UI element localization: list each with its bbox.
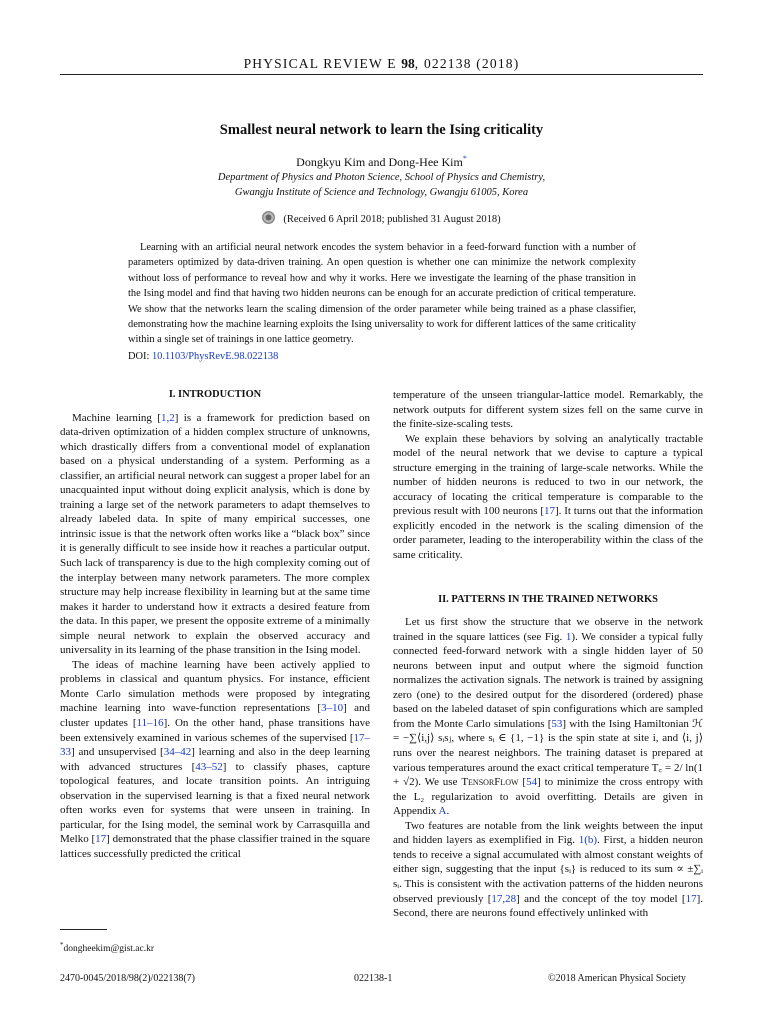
intro-paragraph-2: The ideas of machine learning have been actively applied to problems in classical and quantum physics. For instance, efficient Monte Carlo simulation methods were proposed by integrating machine learning into wave-function representations [3–10] and cluster updates [11–16]. On the other hand, phase transitions have been extensively examined in various schemes of the supervised [17–33] and unsupervised [34–42] learning and also in the deep learning with advanced structures [43–52] to classify phases, capture topological features, and locate transition points. An intriguing observation in the supervised learning is that a fixed neural network often works even for systems that were unseen in training. In particular, for the Ising model, the seminal work by Carrasquilla and Melko [17] demonstrated that the phase classifier trained in the square lattices successfully predicted the critical [60,658,371,860]
citation-link[interactable]: 17,28 [491,892,517,905]
patterns-paragraph-1: Let us first show the structure that we observe in the network trained in the square lattices (see Fig. 1). We consider a typical fully connected feed-forward network with a single hidden layer of 50 neurons between input and output where the sigmoid function normalizes the activation signals. The network is trained by assigning zero (one) to the desired output for the disordered (ordered) phase based on the labeled dataset of spin configurations which are sampled from the Monte Carlo simulations [53] with the Ising Hamiltonian ℋ = −∑⟨i,j⟩ sᵢsⱼ, where sᵢ ∈ {1, −1} is the spin state at site i, and ⟨i, j⟩ runs over the nearest neighbors. The training dataset is prepared at various temperatures around the exact critical temperature T꜀ = 2/ ln(1 + √2). We use TensorFlow [54] to minimize the cross entropy with the L₂ regularization to avoid overfitting. Details are given in Appendix A. [393,616,704,818]
intro-paragraph-2-continued: temperature of the unseen triangular-lattice model. Remarkably, the network outputs for different system sizes fell on the same curve in the finite-size-scaling tests. [393,389,703,431]
authors [60,154,703,170]
citation-link[interactable]: 43–52 [195,760,223,773]
affiliation-line-1: Department of Physics and Photon Science, School of Physics and Chemistry, [217,172,546,183]
footer-copyright: ©2018 American Physical Society [548,973,686,984]
citation-link[interactable]: 17 [95,833,107,846]
appendix-link[interactable]: A [438,805,447,818]
received-text: (Received 6 April 2018; published 31 August 2018) [283,214,501,225]
corresponding-mark[interactable]: * [462,154,467,163]
figure-link[interactable]: 1(b) [578,834,598,847]
footnote [60,941,154,954]
crossmark-icon[interactable] [262,211,275,224]
footnote-rule [60,929,107,930]
doi [128,351,278,362]
citation-link[interactable]: 3–10 [321,702,344,715]
intro-paragraph-3: We explain these behaviors by solving an analytically tractable model of the neural network that we devise to capture a typical structure emerging in the training of large-scale networks. While the number of hidden neurons is reduced to two in our network, the accuracy of locating the critical temperature is comparable to the previous result with 100 neurons [17]. It turns out that the information explicitly encoded in the network is the scaling dimension of the order parameter, leading to the interoperability within the class of the same criticality. [393,432,703,562]
abstract: Learning with an artificial neural network encodes the system behavior in a feed-forward function with a number of parameters optimized by data-driven training. An open question is whether one can minimize the network complexity without loss of performance to reveal how and why it works. Here we investigate the learning of the phase transition in the Ising model and find that having two hidden neurons can be enough for an accurate prediction of critical temperature. We show that the networks learn the scaling dimension of the order parameter while being trained as a phase classifier, demonstrating how the machine learning exploits the Ising universality to work for different lattices of the same criticality within a single set of trainings in one lattice geometry. [128,242,636,346]
citation-link[interactable]: 17 [685,892,697,905]
citation-link[interactable]: 11–16 [136,717,164,730]
left-column [60,388,370,862]
footer-page-number: 022138-1 [354,973,393,984]
citation-link[interactable]: 17–33 [60,731,370,759]
tensorflow-name: TensorFlow [461,776,519,789]
figure-link[interactable]: 1 [565,630,572,643]
corresponding-email[interactable]: dongheekim@gist.ac.kr [63,944,155,955]
footer-issn: 2470-0045/2018/98(2)/022138(7) [60,973,195,984]
journal-volume: 98 [401,56,415,71]
paper-title: Smallest neural network to learn the Ising criticality [219,122,544,138]
citation-link[interactable]: 53 [551,717,563,730]
article-number: , 022138 (2018) [414,56,520,71]
header-rule [60,74,703,75]
author-names: Dongkyu Kim and Dong-Hee Kim [296,155,463,169]
doi-label: DOI: [128,351,150,362]
received-dates [60,211,703,225]
section-heading-patterns: II. PATTERNS IN THE TRAINED NETWORKS [438,593,658,605]
journal-header [60,56,703,72]
citation-link[interactable]: 34–42 [163,746,192,759]
right-column [393,388,703,921]
footnote-mark: * [60,941,64,949]
patterns-paragraph-2: Two features are notable from the link weights between the input and hidden layers as exemplified in Fig. 1(b). First, a hidden neuron tends to receive a signal accumulated with almost constant weights of either sign, suggesting that the input {sᵢ} is reduced to its sum ∝ ±∑ᵢ sᵢ. This is consistent with the activation patterns of the hidden neurons observed previously [17,28] and the concept of the toy model [17]. Second, there are neurons found effectively unlinked with [393,819,703,920]
citation-link[interactable]: 54 [526,776,538,789]
journal-name: PHYSICAL REVIEW E [243,56,397,71]
citation-link[interactable]: 1,2 [160,411,175,424]
doi-link[interactable]: 10.1103/PhysRevE.98.022138 [151,351,279,362]
affiliation-line-2: Gwangju Institute of Science and Technology, Gwangju 61005, Korea [234,187,529,198]
affiliation [60,170,703,200]
section-heading-introduction: I. INTRODUCTION [168,389,262,400]
citation-link[interactable]: 17 [544,505,555,518]
intro-paragraph-1: Machine learning [1,2] is a framework for prediction based on data-driven optimization of a hidden complex structure of unknowns, which drastically differs from a conventional model of explanation based on a physical understanding of a system. Performing as a classifier, an artificial neural network can suggest a proper label for an unacquainted input without doing explicit analysis, which is done by training a large set of the network parameters to adapt themselves to already labeled data. In spite of many empirical successes, one intrinsic issue is that the network often works like a “black box” since it is generally difficult to see inside how it reaches a particular output. Such lack of transparency is due to the high complexity coming out of the interplay between many network parameters. The more complex structure may help increase flexibility in learning but at the same time makes it harder to understand how it extracts a desired feature from the data. In this paper, we present the opposite extreme of a minimally simple neural network to explain the observed accuracy and universality in its learning of the phase transition in the Ising model. [60,411,371,657]
